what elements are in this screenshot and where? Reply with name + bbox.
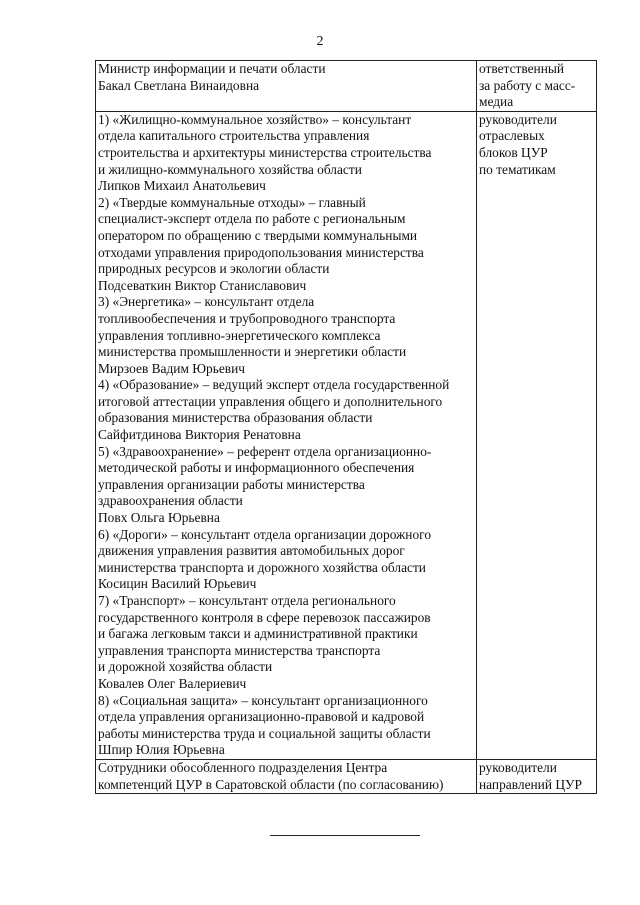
- participant-line: 1) «Жилищно-коммунальное хозяйство» – консультант: [98, 111, 412, 127]
- role-line: блоков ЦУР: [479, 144, 548, 160]
- participant-line: Шпир Юлия Юрьевна: [98, 742, 225, 758]
- participant-line: и жилищно-коммунального хозяйства области: [98, 161, 362, 177]
- participant-line: движения управления развития автомобильных дорог: [98, 543, 405, 559]
- participant-line: Повх Ольга Юрьевна: [98, 510, 220, 526]
- role-line: отраслевых: [479, 128, 545, 144]
- participant-line: специалист-эксперт отдела по работе с региональным: [98, 211, 406, 227]
- page-number: 2: [316, 34, 324, 49]
- participant-line: образования министерства образования области: [98, 410, 373, 426]
- participant-line: природных ресурсов и экологии области: [98, 261, 330, 277]
- participant-line: Сайфитдинова Виктория Ренатовна: [98, 427, 301, 443]
- participant-line: отдела управления организационно-правовой и кадровой: [98, 709, 425, 725]
- participant-line: Мирзоев Вадим Юрьевич: [98, 360, 246, 376]
- participant-line: Подсеваткин Виктор Станиславович: [98, 277, 307, 293]
- participant-line: оператором по обращению с твердыми коммунальными: [98, 227, 418, 243]
- participant-line: 5) «Здравоохранение» – референт отдела организационно-: [98, 443, 432, 459]
- participant-cell: [96, 61, 477, 112]
- participant-line: здравоохранения области: [98, 493, 243, 509]
- participant-line: отдела капитального строительства управления: [98, 128, 370, 144]
- participant-line: Косицин Василий Юрьевич: [98, 576, 257, 592]
- participant-line: Сотрудники обособленного подразделения Центра: [98, 759, 388, 775]
- participant-line: отходами управления природопользования министерства: [98, 244, 424, 260]
- table-row: [96, 111, 597, 759]
- participant-line: 6) «Дороги» – консультант отдела организации дорожного: [98, 526, 432, 542]
- role-line: направлений ЦУР: [479, 776, 582, 792]
- role-line: руководители: [479, 759, 557, 775]
- participant-line: Липков Михаил Анатольевич: [98, 178, 266, 194]
- participant-line: методической работы и информационного обеспечения: [98, 460, 415, 476]
- participant-line: работы министерства труда и социальной защиты области: [98, 725, 431, 741]
- participant-line: 7) «Транспорт» – консультант отдела регионального: [98, 593, 396, 608]
- role-line: руководители: [479, 111, 557, 127]
- table-row: [96, 61, 597, 112]
- participant-line: управления транспорта министерства транспорта: [98, 642, 381, 658]
- participant-line: 4) «Образование» – ведущий эксперт отдела государственной: [98, 377, 450, 393]
- participant-line: 2) «Твердые коммунальные отходы» – главный: [98, 194, 366, 210]
- role-line: ответственный: [479, 61, 565, 76]
- participant-line: и багажа легковым такси и административной практики: [98, 626, 418, 642]
- participant-line: министерства транспорта и дорожного хозяйства области: [98, 559, 426, 575]
- participant-cell: [96, 759, 477, 793]
- participant-line: 3) «Энергетика» – консультант отдела: [98, 294, 315, 310]
- participant-line: строительства и архитектуры министерства строительства: [98, 144, 432, 160]
- participant-line: государственного контроля в сфере перевозок пассажиров: [98, 609, 431, 625]
- participant-line: министерства промышленности и энергетики области: [98, 344, 407, 360]
- table-row: [96, 759, 597, 793]
- role-line: за работу с масс-: [479, 77, 576, 93]
- participant-line: управления топливно-энергетического комплекса: [98, 327, 381, 343]
- participant-line: Ковалев Олег Валериевич: [98, 675, 247, 691]
- participant-line: и дорожной хозяйства области: [98, 659, 273, 675]
- participant-line: компетенций ЦУР в Саратовской области (по согласованию): [98, 776, 444, 792]
- role-cell: [477, 759, 597, 793]
- role-cell: [477, 61, 597, 112]
- participant-line: управления организации работы министерства: [98, 476, 365, 492]
- participant-line: Министр информации и печати области: [98, 61, 326, 76]
- responsibility-table: [95, 60, 597, 794]
- role-line: медиа: [479, 94, 514, 110]
- footer-divider: [270, 835, 420, 836]
- role-line: по тематикам: [479, 161, 556, 177]
- participant-line: топливообеспечения и трубопроводного транспорта: [98, 310, 396, 326]
- participant-line: Бакал Светлана Винаидовна: [98, 77, 260, 93]
- role-cell: [477, 111, 597, 759]
- participant-cell: [96, 111, 477, 759]
- participant-line: итоговой аттестации управления общего и дополнительного: [98, 393, 443, 409]
- participant-line: 8) «Социальная защита» – консультант организационного: [98, 692, 428, 708]
